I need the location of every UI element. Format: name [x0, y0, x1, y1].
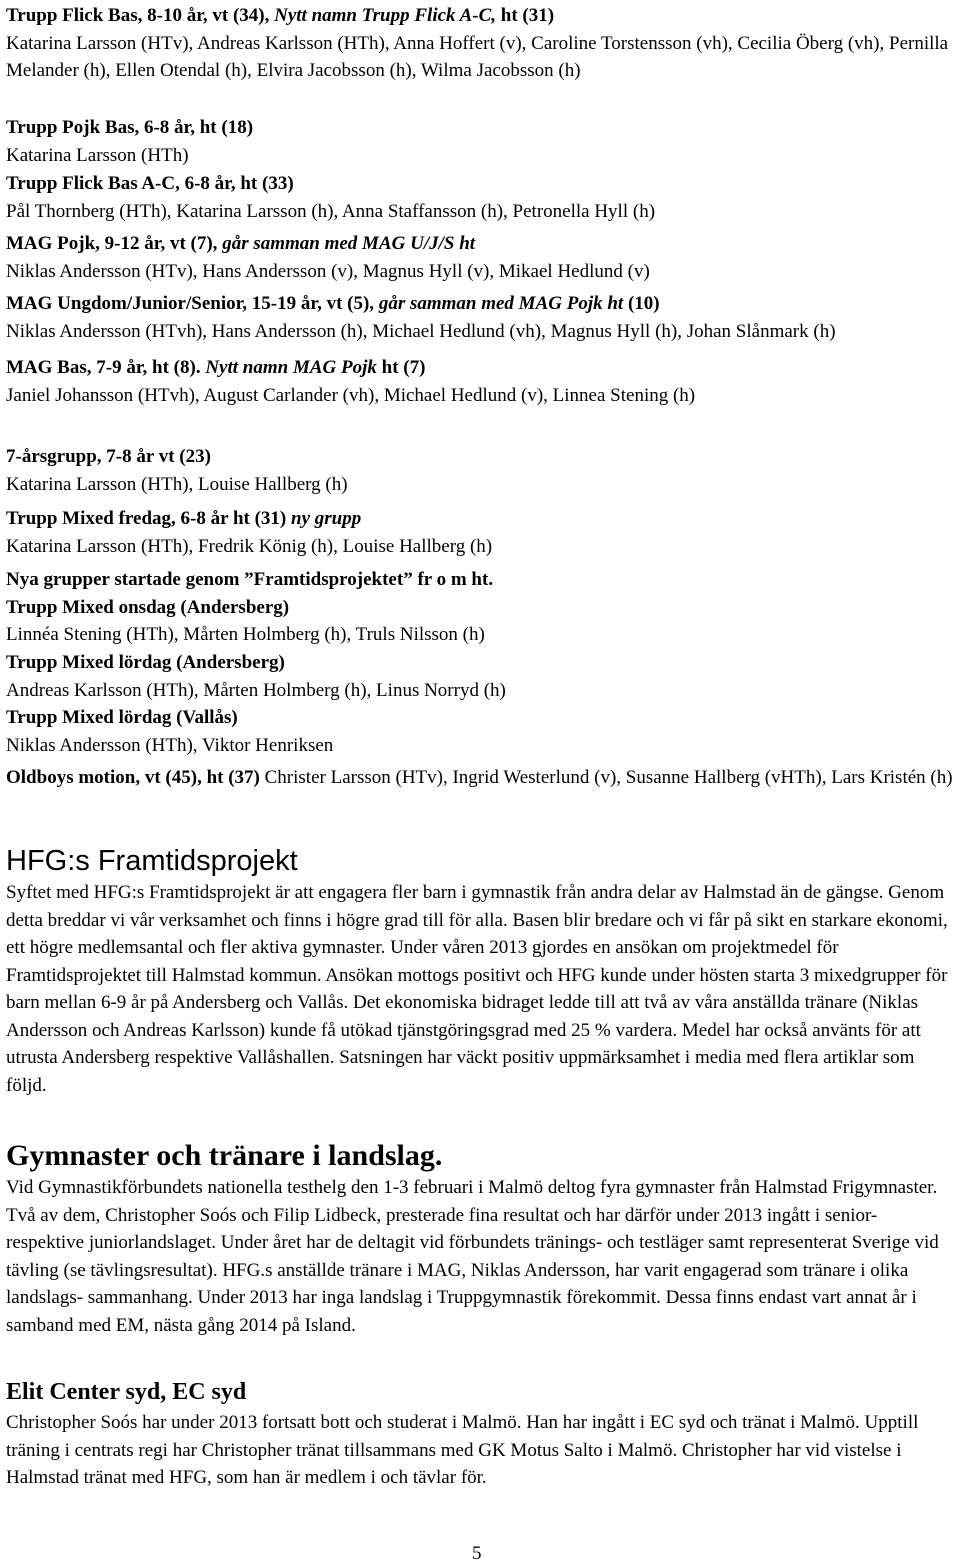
group-block [6, 566, 954, 649]
group-heading: Trupp Flick Bas A-C, 6-8 år, ht (33) [6, 173, 294, 194]
new-groups-intro: Nya grupper startade genom ”Framtidsprojektet” fr o m ht. [6, 569, 494, 590]
group-block [6, 443, 954, 498]
group-members: Andreas Karlsson (HTh), Mårten Holmberg (h), Linus Norryd (h) [6, 679, 506, 701]
section-body: Vid Gymnastikförbundets nationella testhelg den 1-3 februari i Malmö deltog fyra gymnaster från Halmstad Frigymnaster. Två av dem, Christopher Soós och Filip Lidbeck, presterade fina resultat och har därför under 2013 ingått i senior- respektive juniorlandslaget. Under året har de deltagit vid förbundets tränings- och testläger samt representerat Sverige vid tävling (se tävlingsresultat). HFG.s anställde tränare i MAG, Niklas Andersson, har varit engagerad som tränare i olika landslags- sammanhang. Under 2013 har inga landslag i Truppgymnastik förekommit. Dessa finns endast vart annat år i samband med EM, nästa gång 2014 på Island. [6, 1177, 939, 1336]
group-block [6, 505, 954, 560]
group-heading-note: Nytt namn Trupp Flick A-C, [274, 5, 496, 26]
group-heading-note: går samman med MAG Pojk ht [378, 293, 624, 314]
group-heading: Trupp Mixed onsdag (Andersberg) [6, 596, 290, 618]
group-heading: Trupp Pojk Bas, 6-8 år, ht (18) [6, 117, 254, 138]
group-members: Katarina Larsson (HTh), Fredrik König (h), Louise Hallberg (h) [6, 535, 493, 557]
group-heading: MAG Pojk, 9-12 år, vt (7), [6, 233, 218, 254]
group-heading-count: (10) [627, 293, 660, 314]
group-heading: MAG Bas, 7-9 år, ht (8). [6, 357, 201, 378]
group-heading-count: ht (7) [381, 357, 426, 378]
group-heading: 7-årsgrupp, 7-8 år vt (23) [6, 446, 211, 467]
group-block [6, 704, 954, 759]
group-block [6, 649, 954, 704]
group-heading: Trupp Mixed lördag (Vallås) [6, 707, 238, 728]
group-heading: Trupp Mixed fredag, 6-8 år ht (31) [6, 508, 287, 529]
group-members: Katarina Larsson (HTh) [6, 144, 189, 166]
group-heading-note: går samman med MAG U/J/S ht [222, 233, 476, 254]
group-block [6, 230, 954, 285]
group-heading: Trupp Flick Bas, 8-10 år, vt (34), [6, 5, 270, 26]
group-block [6, 2, 954, 85]
group-heading: Oldboys motion, vt (45), ht (37) [6, 767, 260, 788]
group-block [6, 170, 954, 225]
group-members: Niklas Andersson (HTvh), Hans Andersson (h), Michael Hedlund (vh), Magnus Hyll (h), Johan Slånmark (h) [6, 320, 836, 342]
section-body: Syftet med HFG:s Framtidsprojekt är att engagera fler barn i gymnastik från andra delar av Halmstad än de gängse. Genom detta breddar vi vår verksamhet och finns i högre grad till för alla. Basen blir bredare och vi får på sikt en starkare ekonomi, ett högre medlemsantal och fler aktiva gymnaster. Under våren 2013 gjordes en ansökan om projektmedel för Framtidsprojektet till Halmstad kommun. Ansökan mottogs positivt och HFG kunde under hösten starta 3 mixedgrupper för barn mellan 6-9 år på Andersberg och Vallås. Det ekonomiska bidraget ledde till att två av våra anställda tränare (Niklas Andersson och Andreas Karlsson) kunde få utökad tjänstgöringsgrad med 25 % vardera. Medel har också använts för att utrusta Andersberg respektive Vallåshallen. Satsningen har väckt positiv uppmärksamhet i media med flera artiklar som följd. [6, 882, 948, 1096]
group-members: Niklas Andersson (HTv), Hans Andersson (v), Magnus Hyll (v), Mikael Hedlund (v) [6, 260, 650, 282]
group-block [6, 354, 954, 409]
group-members: Christer Larsson (HTv), Ingrid Westerlund (v), Susanne Hallberg (vHTh), Lars Kristén (h) [264, 767, 953, 788]
group-members: Katarina Larsson (HTv), Andreas Karlsson (HTh), Anna Hoffert (v), Caroline Torstensson (vh), Cecilia Öberg (vh), Pernilla Melander (h), Ellen Otendal (h), Elvira Jacobsson (h), Wilma Jacobsson (h) [6, 32, 949, 81]
group-members: Pål Thornberg (HTh), Katarina Larsson (h), Anna Staffansson (h), Petronella Hyll (h) [6, 200, 656, 222]
group-members: Katarina Larsson (HTh), Louise Hallberg (h) [6, 473, 348, 495]
group-heading: MAG Ungdom/Junior/Senior, 15-19 år, vt (5), [6, 293, 375, 314]
group-members: Linnéa Stening (HTh), Mårten Holmberg (h), Truls Nilsson (h) [6, 624, 485, 645]
section-title: Elit Center syd, EC syd [6, 1379, 247, 1405]
section-title: Gymnaster och tränare i landslag. [6, 1139, 443, 1172]
section-title: HFG:s Framtidsprojekt [6, 845, 298, 877]
group-block [6, 764, 954, 792]
group-heading: Trupp Mixed lördag (Andersberg) [6, 652, 285, 673]
page-number: 5 [472, 1543, 482, 1564]
group-members: Janiel Johansson (HTvh), August Carlander (vh), Michael Hedlund (v), Linnea Stening (h) [6, 384, 696, 406]
group-block [6, 290, 954, 345]
section-body: Christopher Soós har under 2013 fortsatt bott och studerat i Malmö. Han har ingått i EC syd och tränat i Malmö. Upptill träning i centrats regi har Christopher tränat tillsammans med GK Motus Salto i Malmö. Christopher har vid vistelse i Halmstad tränat med HFG, som han är medlem i och tävlar för. [6, 1412, 919, 1488]
group-heading-note: ny grupp [291, 508, 362, 529]
group-block [6, 114, 954, 169]
group-members: Niklas Andersson (HTh), Viktor Henriksen [6, 734, 334, 756]
group-heading-note: Nytt namn MAG Pojk [205, 357, 377, 378]
group-heading-count: ht (31) [500, 5, 555, 26]
